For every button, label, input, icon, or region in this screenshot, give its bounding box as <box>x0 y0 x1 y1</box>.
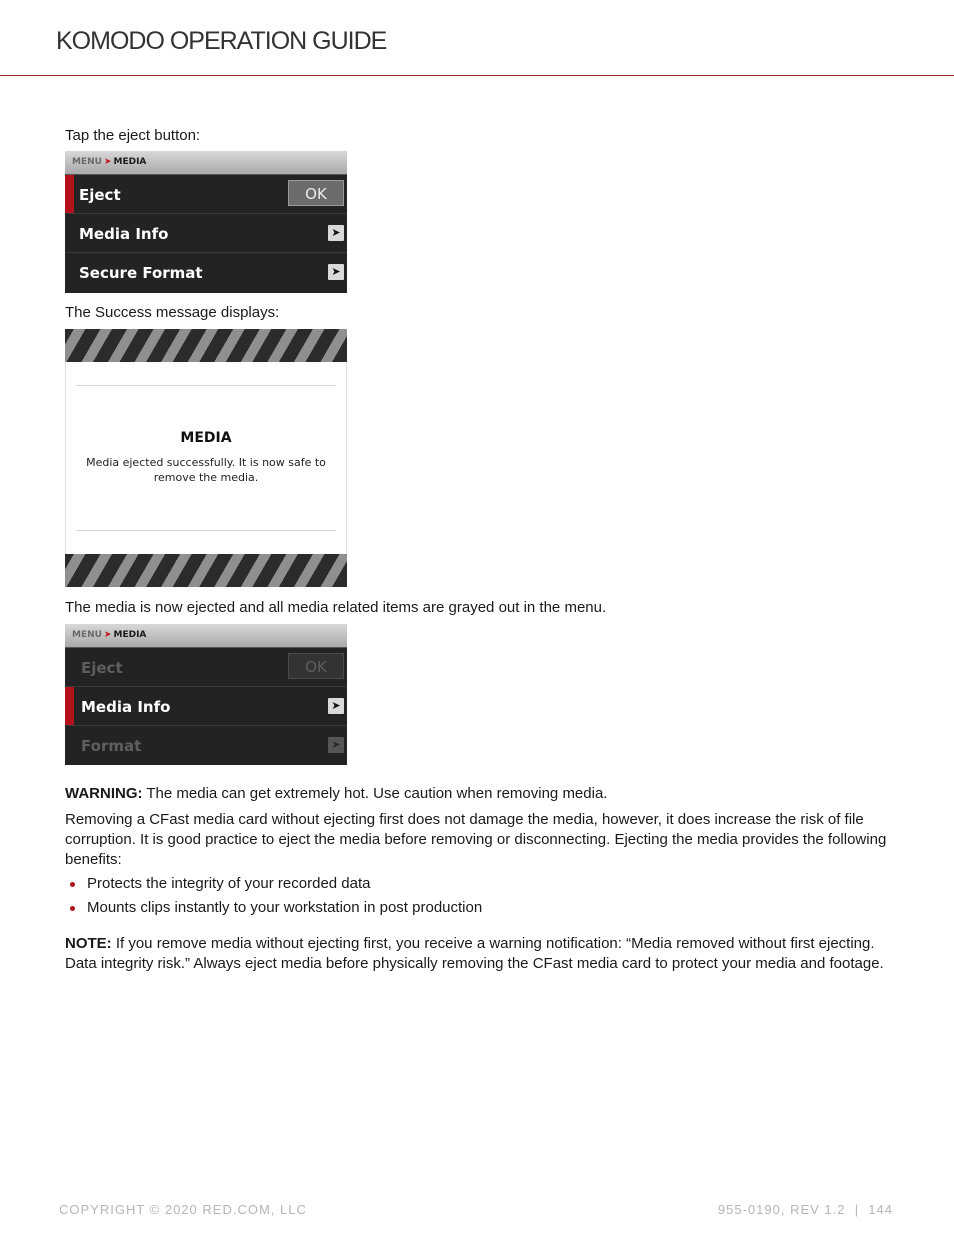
media-menu-ejected-screenshot <box>65 624 347 765</box>
breadcrumb <box>65 151 347 175</box>
menu-row-eject[interactable] <box>65 175 347 214</box>
warning-label: WARNING: <box>65 785 143 802</box>
ok-button-disabled: OK <box>288 653 344 679</box>
hazard-stripes-top <box>65 329 347 362</box>
breadcrumb-media: MEDIA <box>113 630 147 640</box>
footer-page-ref: 955-0190, REV 1.2 | 144 <box>717 1202 893 1217</box>
success-modal-screenshot <box>65 329 347 587</box>
chevron-right-icon[interactable]: ➤ <box>328 698 344 714</box>
breadcrumb-arrow-icon: ➤ <box>103 630 112 640</box>
warning-paragraph <box>65 784 607 804</box>
list-item: Mounts clips instantly to your workstation in post production <box>65 898 482 918</box>
paragraph-tap-eject: Tap the eject button: <box>65 127 201 144</box>
paragraph-removing: Removing a CFast media card without ejecting first does not damage the media, however, it does increase the risk of file corruption. It is good practice to eject the media before removing or disconnecting. Ejecting the media provides the following benefits: <box>65 811 887 868</box>
modal-divider-bottom <box>76 530 336 531</box>
menu-row-format-disabled <box>65 726 347 764</box>
eject-label: Eject <box>81 659 123 677</box>
breadcrumb-menu[interactable]: MENU <box>72 157 102 167</box>
ok-button[interactable]: OK <box>288 180 344 206</box>
secure-format-label: Secure Format <box>79 264 203 282</box>
breadcrumb-menu[interactable]: MENU <box>72 630 102 640</box>
eject-label: Eject <box>79 186 121 204</box>
list-item: Protects the integrity of your recorded data <box>65 874 482 894</box>
format-label: Format <box>81 737 142 755</box>
chevron-right-icon: ➤ <box>328 737 344 753</box>
modal-message: Media ejected successfully. It is now safe to remove the media. <box>86 456 326 484</box>
media-info-label: Media Info <box>81 698 171 716</box>
chevron-right-icon[interactable]: ➤ <box>328 264 344 280</box>
modal-border-left <box>65 362 66 554</box>
menu-row-media-info[interactable] <box>65 214 347 253</box>
note-label: NOTE: <box>65 935 112 952</box>
menu-row-secure-format[interactable] <box>65 253 347 291</box>
menu-row-eject-disabled <box>65 648 347 687</box>
breadcrumb-media: MEDIA <box>113 157 147 167</box>
paragraph-success: The Success message displays: <box>65 304 280 321</box>
header-divider <box>0 75 954 76</box>
modal-title: MEDIA <box>180 430 232 446</box>
menu-row-media-info[interactable] <box>65 687 347 726</box>
footer-copyright: COPYRIGHT © 2020 RED.COM, LLC <box>59 1202 307 1217</box>
modal-divider-top <box>76 385 336 386</box>
breadcrumb-arrow-icon: ➤ <box>103 157 112 167</box>
warning-text: The media can get extremely hot. Use caution when removing media. <box>142 785 608 802</box>
modal-border-right <box>346 362 347 554</box>
breadcrumb <box>65 624 347 648</box>
benefits-list <box>65 874 482 922</box>
document-title: KOMODO OPERATION GUIDE <box>56 27 387 55</box>
note-paragraph <box>65 934 890 974</box>
media-menu-screenshot <box>65 151 347 293</box>
chevron-right-icon[interactable]: ➤ <box>328 225 344 241</box>
media-info-label: Media Info <box>79 225 169 243</box>
note-text: If you remove media without ejecting first, you receive a warning notification: “Media removed without first ejecting. Data integrity risk.” Always eject media before physically removing the CFast media card to protect your media and footage. <box>65 935 884 972</box>
paragraph-ejected: The media is now ejected and all media related items are grayed out in the menu. <box>65 599 607 616</box>
hazard-stripes-bottom <box>65 554 347 587</box>
